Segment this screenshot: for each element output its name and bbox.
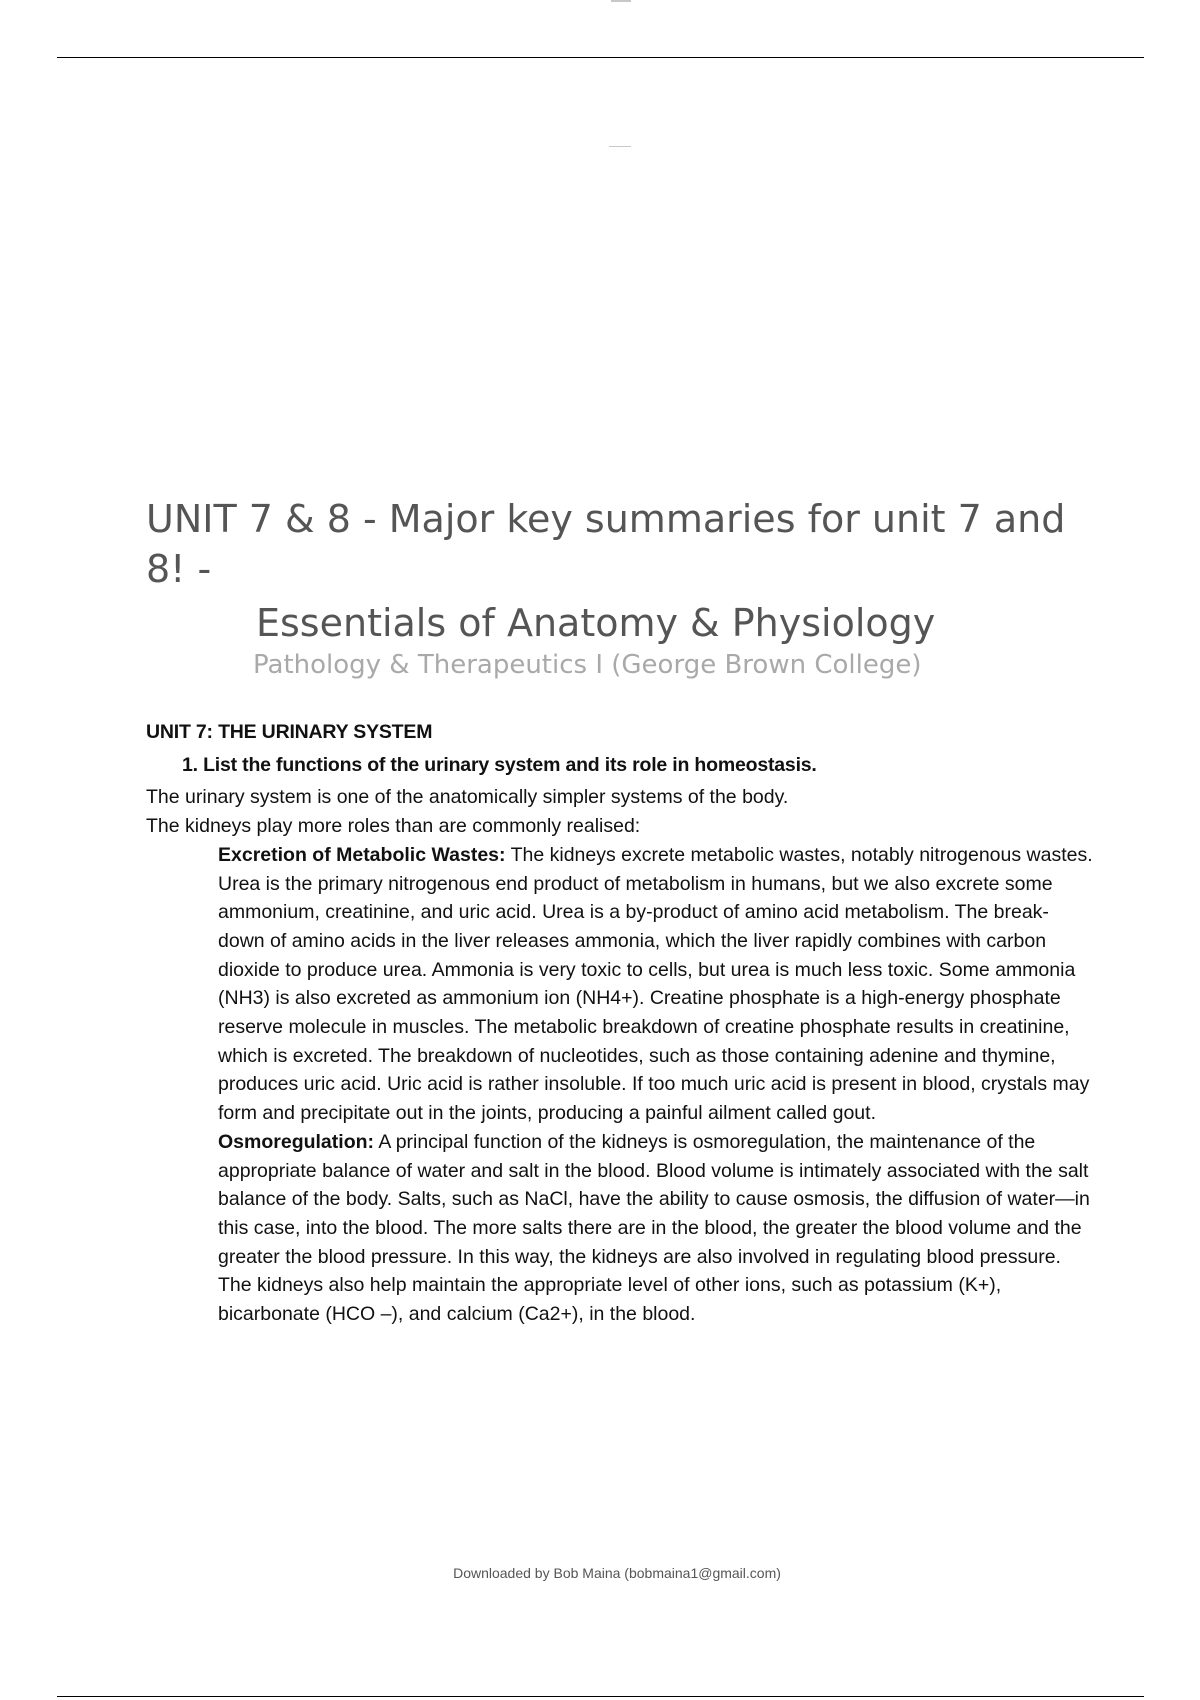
download-footer: Downloaded by Bob Maina (bobmaina1@gmail.com) — [453, 1565, 781, 1581]
top-mark — [611, 0, 631, 2]
intro-paragraph-1: The urinary system is one of the anatomically simpler systems of the body. — [146, 786, 789, 809]
intro-paragraph-2: The kidneys play more roles than are commonly realised: — [146, 815, 641, 838]
document-title: UNIT 7 & 8 - Major key summaries for unit 7 and 8! - — [146, 497, 1066, 591]
header-rule — [57, 57, 1144, 58]
excretion-term: Excretion of Metabolic Wastes: — [218, 843, 506, 866]
excretion-text: The kidneys excrete metabolic wastes, notably nitrogenous wastes. Urea is the primary nitrogenous end product of metabolism in humans, but we also excrete some ammonium, creatinine, and uric acid. Urea is a by-product of amino acid metabolism. The break- down of amino acids in the liver releases ammonia, which the liver rapidly combines with carbon dioxide to produce urea. Ammonia is very toxic to cells, but urea is much less toxic. Some ammonia (NH3) is also excreted as ammonium ion (NH4+). Creatine phosphate is a high-energy phosphate reserve molecule in muscles. The metabolic breakdown of creatine phosphate results in creatinine, which is excreted. The breakdown of nucleotides, such as those containing adenine and thymine, produces uric acid. Uric acid is rather insoluble. If too much uric acid is present in blood, crystals may form and precipitate out in the joints, producing a painful ailment called gout. — [218, 843, 1093, 1125]
document-subtitle: Essentials of Anatomy & Physiology — [256, 601, 936, 645]
document-body — [146, 718, 1096, 1329]
page-mark — [609, 146, 631, 147]
osmoregulation-term: Osmoregulation: — [218, 1130, 375, 1153]
excretion-paragraph — [218, 841, 1098, 1128]
unit-heading: UNIT 7: THE URINARY SYSTEM — [146, 721, 433, 743]
course-name: Pathology & Therapeutics I (George Brown College) — [253, 650, 922, 680]
osmoregulation-paragraph — [218, 1128, 1098, 1329]
osmoregulation-text: A principal function of the kidneys is osmoregulation, the maintenance of the appropriate balance of water and salt in the blood. Blood volume is intimately associated with the salt balance of the body. Salts, such as NaCl, have the ability to cause osmosis, the diffusion of water—in this case, into the blood. The more salts there are in the blood, the greater the blood volume and the greater the blood pressure. In this way, the kidneys are also involved in regulating blood pressure. The kidneys also help maintain the appropriate level of other ions, such as potassium (K+), bicarbonate (HCO –), and calcium (Ca2+), in the blood. — [218, 1130, 1090, 1326]
question-heading: 1. List the functions of the urinary system and its role in homeostasis. — [182, 753, 817, 776]
footer-rule — [57, 1696, 1144, 1697]
